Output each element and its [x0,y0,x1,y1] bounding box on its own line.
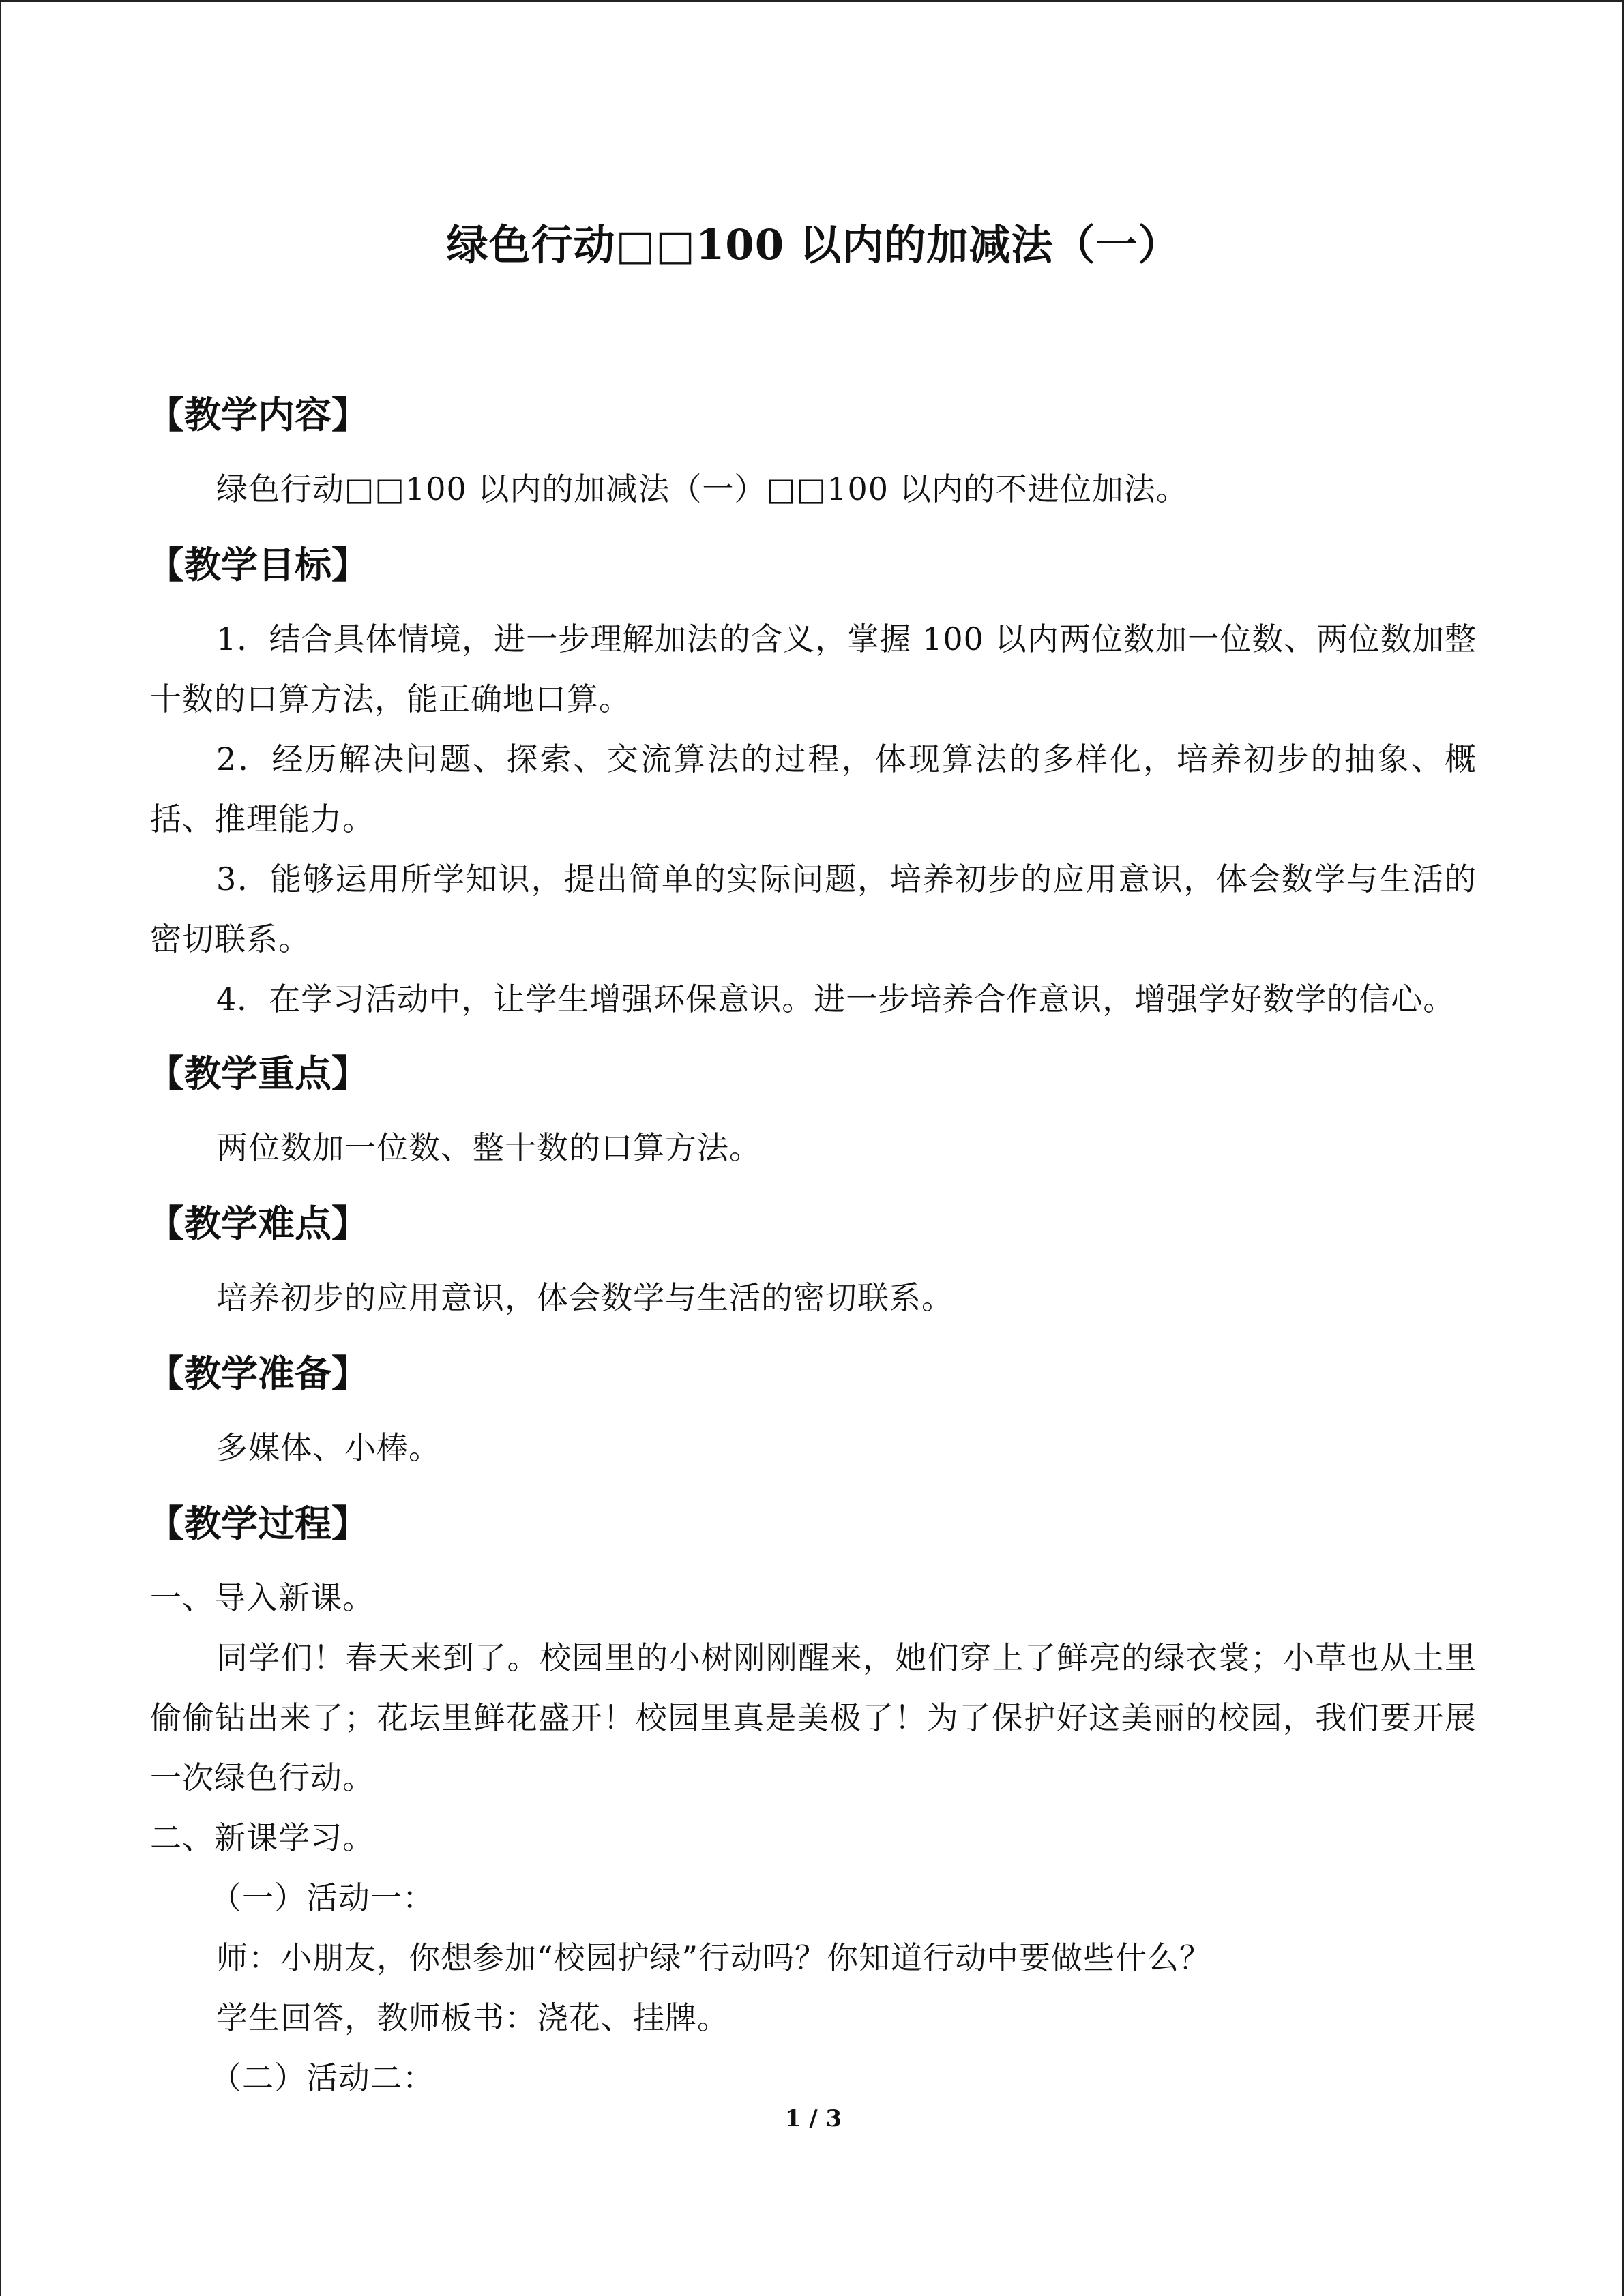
difficulties-text: 培养初步的应用意识，体会数学与生活的密切联系。 [216,1279,954,1316]
heading-teaching-goals: 【教学目标】 [147,543,368,586]
page-title: 绿色行动□□100 以内的加减法（一） [446,221,1181,269]
activity-one-title: （一）活动一： [210,1879,434,1916]
goal-item-2: 2．经历解决问题、探索、交流算法的过程，体现算法的多样化，培养初步的抽象、概括、推理能力。 [150,741,1477,837]
intro-text: 同学们！春天来到了。校园里的小树刚刚醒来，她们穿上了鲜亮的绿衣裳；小草也从土里偷偷钻出来了；花坛里鲜花盛开！校园里真是美极了！为了保护好这美丽的校园，我们要开展一次绿色行动。 [150,1639,1477,1796]
teacher-question: 师：小朋友，你想参加“校园护绿”行动吗？你知道行动中要做些什么？ [216,1939,1212,1976]
intro-title: 一、导入新课。 [150,1579,374,1616]
teaching-content-text: 绿色行动□□100 以内的加减法（一）□□100 以内的不进位加法。 [216,471,1188,507]
page-number: 1 / 3 [784,2105,842,2132]
activity-two-title: （二）活动二： [210,2059,434,2096]
student-answer: 学生回答，教师板书：浇花、挂牌。 [216,1999,729,2036]
heading-preparation: 【教学准备】 [147,1352,368,1395]
goal-item-4: 4．在学习活动中，让学生增强环保意识。进一步培养合作意识，增强学好数学的信心。 [216,981,1456,1017]
document-body [147,370,1477,2108]
new-lesson-title: 二、新课学习。 [150,1819,374,1856]
goal-item-1: 1．结合具体情境，进一步理解加法的含义，掌握 100 以内两位数加一位数、两位数加整十数的口算方法，能正确地口算。 [150,621,1477,717]
heading-key-points: 【教学重点】 [147,1052,368,1095]
heading-teaching-content: 【教学内容】 [147,393,368,436]
preparation-text: 多媒体、小棒。 [216,1429,441,1466]
goal-item-3: 3．能够运用所学知识，提出简单的实际问题，培养初步的应用意识，体会数学与生活的密切联系。 [150,861,1477,957]
heading-teaching-process: 【教学过程】 [147,1502,368,1545]
heading-difficulties: 【教学难点】 [147,1202,368,1245]
key-points-text: 两位数加一位数、整十数的口算方法。 [216,1129,761,1166]
